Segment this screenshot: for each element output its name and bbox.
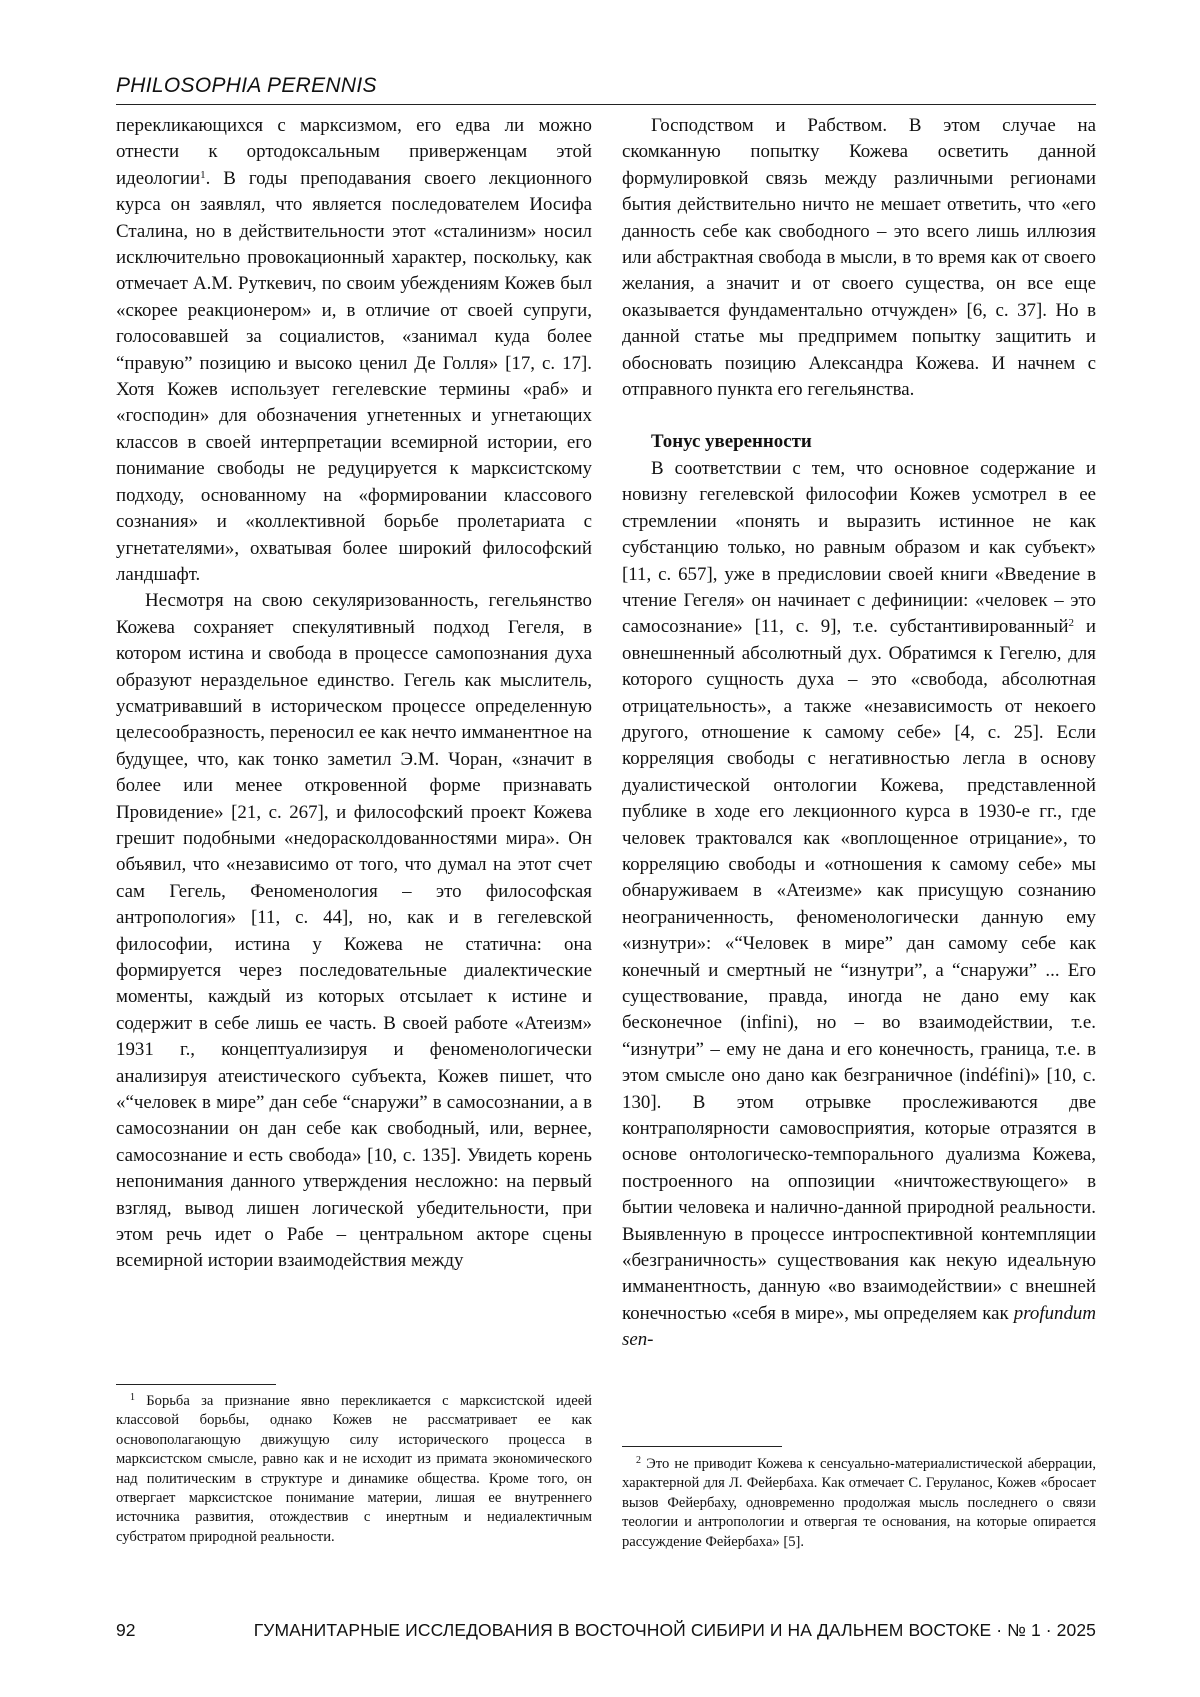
right-column [622, 113, 1096, 1354]
footnote-2-paragraph [622, 1455, 1096, 1552]
right-p2-italic: profundum sen- [622, 1302, 1096, 1351]
left-p1-text-b: . В годы преподавания своего лекционного курса он заявлял, что является последователем Иосифа Сталина, но в действительности этот «сталинизм» носил исключительно провокационный характер, поскольку, как отмечает А.М. Руткевич, по своим убеждениям Кожев был «скорее реакционером» и, в отличие от своей супруги, голосовавшей за социалистов, «занимал куда более “правую” позицию и высоко ценил Де Голля» [17, с. 17]. Хотя Кожев использует гегелевские термины «раб» и «господин» для обозначения угнетенных и угнетающих классов в своей интерпретации всемирной истории, его понимание свободы не редуцируется к марксистскому подходу, основанному на «формировании классового сознания» и «коллективной борьбе пролетариата с угнетателями», охватывая более широкий философский ландшафт. [116, 167, 592, 585]
footnote-1 [116, 1392, 592, 1547]
section-heading: Тонус уверенности [651, 431, 812, 453]
page-footer [116, 1620, 1096, 1646]
footer-journal-title: ГУМАНИТАРНЫЕ ИССЛЕДОВАНИЯ В ВОСТОЧНОЙ СИБИРИ И НА ДАЛЬНЕМ ВОСТОКЕ · № 1 · 2025 [253, 1620, 1096, 1640]
footnote-1-paragraph [116, 1392, 592, 1547]
footnote-2-text: Это не приводит Кожева к сенсуально-материалистической аберрации, характерной для Л. Фейербаха. Как отмечает С. Геруланос, Кожев «бросает вызов Фейербаху, одновременно продолжая мысль последнего о связи теологии и антропологии и отвергая те основания, на которые опирается рассуждение Фейербаха» [5]. [622, 1456, 1096, 1550]
footnote-rule-right [622, 1446, 782, 1447]
footnote-2-number: 2 [636, 1455, 641, 1466]
footnote-1-number: 1 [130, 1392, 135, 1403]
footnote-1-text: Борьба за признание явно перекликается с марксистской идеей классовой борьбы, однако Кожев не рассматривает ее как основополагающую движущую силу исторического процесса в марксистском смысле, равно как и не исходит из примата экономического над политическим в структуре и динамике общества. Кроме того, он отвергает марксистское понимание материи, лишая ее внутреннего источника развития, отождествив с инертным и недиалектичным субстратом природной реальности. [116, 1393, 592, 1545]
left-p1-text-a: перекликающихся с марксизмом, его едва ли можно отнести к ортодоксальным приверженцам этой идеологии [116, 115, 592, 189]
right-p2-text-b: и овнешненный абсолютный дух. Обратимся к Гегелю, для которого сущность духа – это «свобода, абсолютная отрицательность», а также «независимость от некоего другого, отношение к самому себе» [4, с. 25]. Если корреляция свободы с негативностью легла в основу дуалистической онтологии Кожева, представленной публике в ходе его лекционного курса в 1930-е гг., где человек трактовался как «воплощенное отрицание», то корреляцию свободы и «отношения к самому себе» мы обнаруживаем в «Атеизме» как присущую сознанию неограниченность, феноменологически данную ему «изнутри»: «“Человек в мире” дан самому себе как конечный и смертный не “изнутри”, а “снаружи” ... Его существование, правда, иногда не дано ему как бесконечное (infini), но – во взаимодействии, т.е. “изнутри” – ему не дана и его конечность, граница, т.е. в этом смысле оно дано как безграничное (indéfini)» [10, с. 130]. В этом отрывке прослеживаются две контраполярности самовосприятия, которые отразятся в основе онтологическо-темпорального дуализма Кожева, построенного на оппозиции «ничтожествующего» в бытии человека и налично-данной природной реальности. Выявленную в процессе интроспективной контемпляции «безграничность» существования как некую идеальную имманентность, данную «во взаимодействии» с внешней конечностью «себя в мире», мы определяем как [622, 616, 1096, 1324]
left-paragraph-1 [116, 113, 592, 588]
running-header [116, 74, 1095, 108]
header-rule [116, 104, 1096, 105]
left-column [116, 113, 592, 1275]
right-paragraph-2 [622, 456, 1096, 1354]
journal-name: PHILOSOPHIA PERENNIS [116, 74, 377, 97]
footnote-ref-2[interactable]: 2 [1068, 617, 1074, 630]
footnote-rule-left [116, 1384, 276, 1385]
right-p2-text-a: В соответствии с тем, что основное содержание и новизну гегелевской философии Кожев усмотрел в ее стремлении «понять и выразить истинное не как субстанцию только, но равным образом и как субъект» [11, с. 657], уже в предисловии своей книги «Введение в чтение Гегеля» он начинает с дефиниции: «человек – это самосознание» [11, с. 9], т.е. субстантивированный [622, 457, 1096, 638]
footnote-2 [622, 1455, 1096, 1552]
right-paragraph-1: Господством и Рабством. В этом случае на скомканную попытку Кожева осветить данной формулировкой связь между различными регионами бытия действительно ничто не мешает ответить, что «его данность себе как свободного – это всего лишь иллюзия или абстрактная свобода в мысли, в то время как от своего желания, а значит и от своего существа, он все еще оказывается фундаментально отчужден» [6, с. 37]. Но в данной статье мы предпримем попытку защитить и обосновать позицию Александра Кожева. И начнем с отправного пункта его гегельянства. [622, 115, 1096, 401]
page-number: 92 [116, 1620, 136, 1640]
left-paragraph-2: Несмотря на свою секуляризованность, гегельянство Кожева сохраняет спекулятивный подход Гегеля, в котором истина и свобода в процессе самопознания духа образуют нераздельное единство. Гегель как мыслитель, усматривавший в историческом процессе определенную целесообразность, переносил ее как нечто имманентное на будущее, что, как тонко заметил Э.М. Чоран, «значит в более или менее откровенной форме признавать Провидение» [21, с. 267], и философский проект Кожева грешит подобными «недорасколдованностями мира». Он объявил, что «независимо от того, что думал на этот счет сам Гегель, Феноменология – это философская антропология» [11, с. 44], но, как и в гегелевской философии, истина у Кожева не статична: она формируется через последовательные диалектические моменты, каждый из которых отсылает к истине и содержит в себе лишь ее часть. В своей работе «Атеизм» 1931 г., концептуализируя и феноменологически анализируя атеистического субъекта, Кожев пишет, что «“человек в мире” дан себе “снаружи” в самосознании, а в самосознании он дан себе как свободный, или, вернее, самосознание и есть свобода» [10, с. 135]. Увидеть корень непонимания данного утверждения несложно: на первый взгляд, вывод лишен логической убедительности, при этом речь идет о Рабе – центральном акторе сцены всемирной истории взаимодействия между [116, 590, 592, 1272]
footnote-ref-1[interactable]: 1 [200, 168, 206, 181]
